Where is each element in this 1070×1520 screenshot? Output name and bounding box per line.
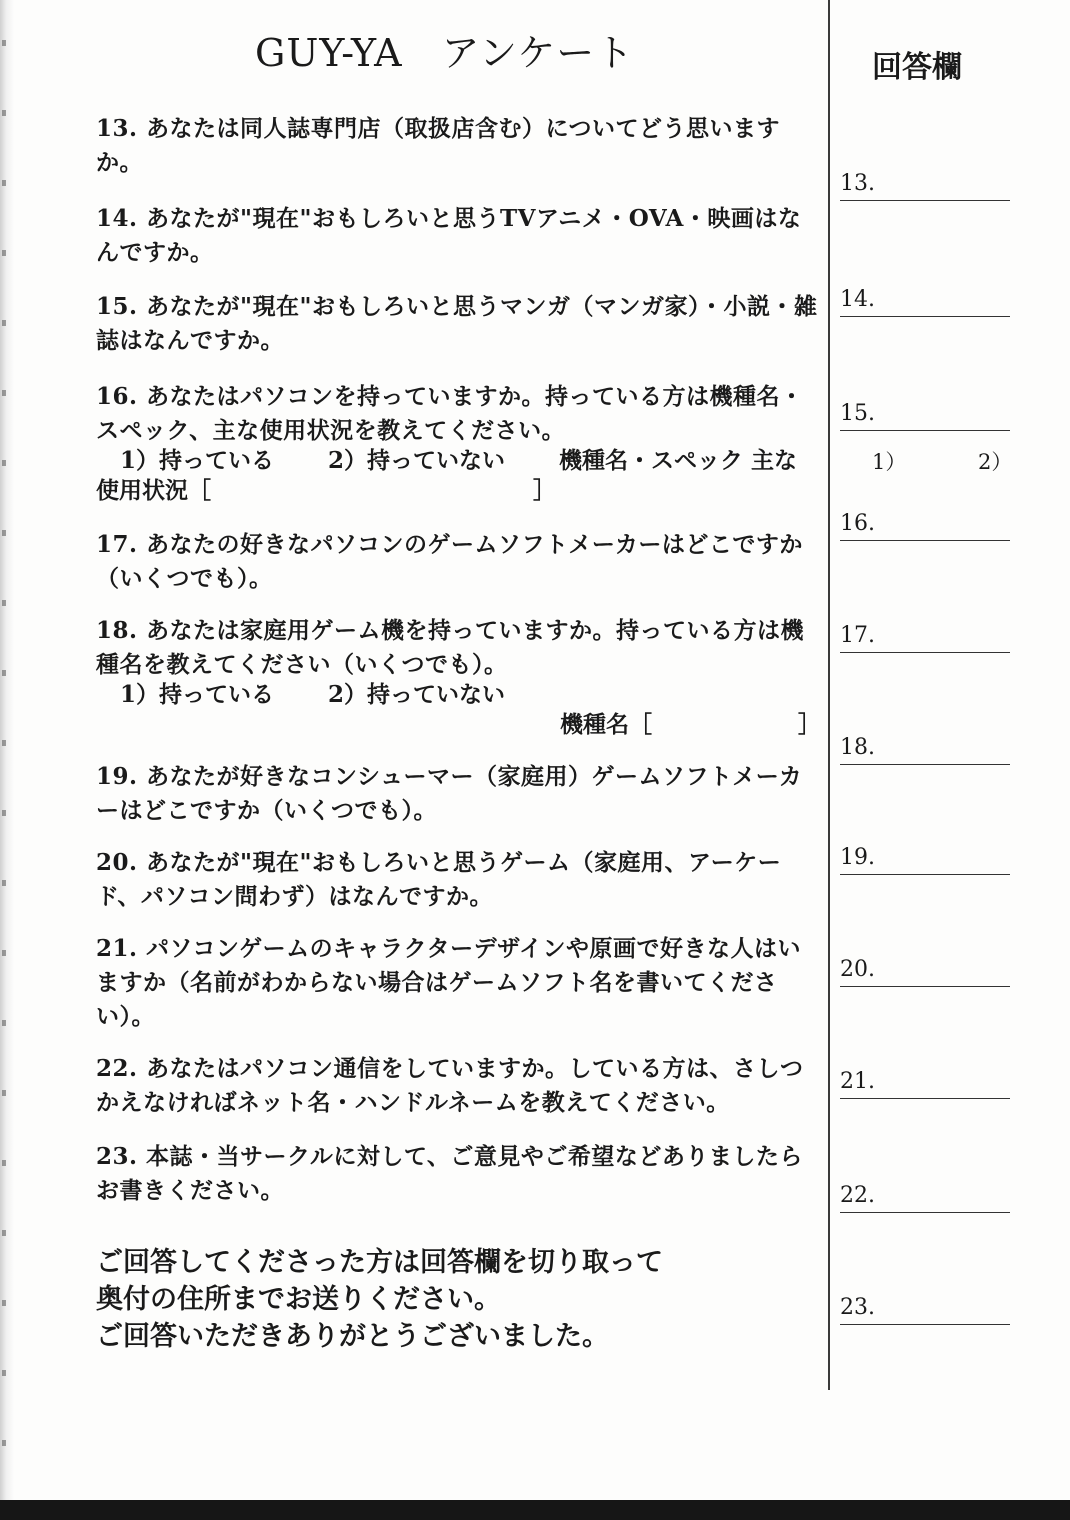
answer-choice-2[interactable]: 2） bbox=[978, 450, 1013, 474]
answer-line-13[interactable]: 13. bbox=[840, 172, 1010, 201]
question-14: 14. あなたが"現在"おもしろいと思うTVアニメ・OVA・映画はなんですか。 bbox=[96, 205, 802, 266]
question-19: 19. あなたが好きなコンシューマー（家庭用）ゲームソフトメーカーはどこですか（いくつでも）。 bbox=[96, 763, 803, 824]
q16-options-line1: 1）持っている 2）持っていない 機種名・スペック 主な bbox=[120, 447, 798, 474]
closing-message bbox=[96, 1244, 816, 1355]
answer-line-15[interactable]: 15. bbox=[840, 402, 1010, 431]
q18-options-line2: 機種名［ ］ bbox=[560, 711, 822, 738]
answer-column-header: 回答欄 bbox=[872, 50, 962, 85]
answer-line-21[interactable]: 21. bbox=[840, 1070, 1010, 1099]
question-18: 18. あなたは家庭用ゲーム機を持っていますか。持っている方は機種名を教えてください（いくつでも）。 bbox=[96, 617, 805, 678]
closing-line-3: ご回答いただきありがとうございました。 bbox=[96, 1321, 609, 1352]
question-23: 23. 本誌・当サークルに対して、ご意見やご希望などありましたらお書きください。 bbox=[96, 1143, 803, 1204]
answer-choice-1[interactable]: 1） bbox=[872, 450, 907, 474]
closing-line-1: ご回答してくださった方は回答欄を切り取って bbox=[96, 1247, 663, 1278]
closing-line-2: 奥付の住所までお送りください。 bbox=[96, 1284, 501, 1315]
column-divider bbox=[828, 0, 830, 1390]
answer-line-17[interactable]: 17. bbox=[840, 624, 1010, 653]
answer-line-22[interactable]: 22. bbox=[840, 1184, 1010, 1213]
answer-line-16[interactable]: 16. bbox=[840, 512, 1010, 541]
answer-line-14[interactable]: 14. bbox=[840, 288, 1010, 317]
question-21: 21. パソコンゲームのキャラクターデザインや原画で好きな人はいますか（名前がわからない場合はゲームソフト名を書いてください）。 bbox=[96, 935, 802, 1030]
question-20: 20. あなたが"現在"おもしろいと思うゲーム（家庭用、アーケード、パソコン問わず）はなんですか。 bbox=[96, 849, 782, 910]
question-22: 22. あなたはパソコン通信をしていますか。している方は、さしつかえなければネット名・ハンドルネームを教えてください。 bbox=[96, 1055, 804, 1116]
q18-options-line1: 1）持っている 2）持っていない bbox=[120, 681, 506, 708]
q16-options-line2: 使用状況［ ］ bbox=[96, 477, 556, 504]
question-16: 16. あなたはパソコンを持っていますか。持っている方は機種名・スペック、主な使用状況を教えてください。 bbox=[96, 383, 804, 444]
scan-bottom-edge bbox=[0, 1500, 1070, 1520]
binding-marks bbox=[2, 40, 6, 1480]
question-17: 17. あなたの好きなパソコンのゲームソフトメーカーはどこですか（いくつでも）。 bbox=[96, 531, 803, 592]
page-title: GUY-YA アンケート bbox=[255, 31, 635, 75]
question-13: 13. あなたは同人誌専門店（取扱店含む）についてどう思いますか。 bbox=[96, 115, 781, 176]
answer-line-23[interactable]: 23. bbox=[840, 1296, 1010, 1325]
question-15: 15. あなたが"現在"おもしろいと思うマンガ（マンガ家）・小説・雑誌はなんですか。 bbox=[96, 293, 818, 354]
answer-line-18[interactable]: 18. bbox=[840, 736, 1010, 765]
answer-line-20[interactable]: 20. bbox=[840, 958, 1010, 987]
answer-line-19[interactable]: 19. bbox=[840, 846, 1010, 875]
